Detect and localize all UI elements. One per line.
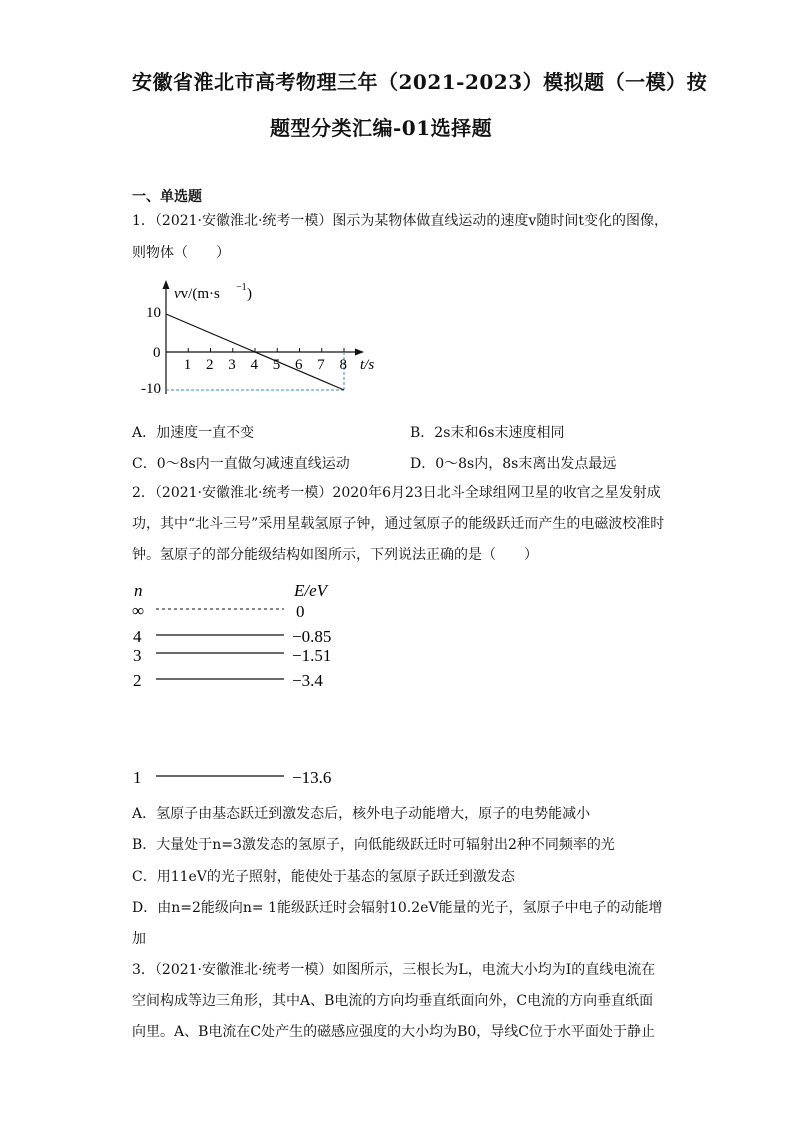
q1-stem-line1: 1．（2021·安徽淮北·统考一模）图示为某物体做直线运动的速度v随时间t变化的图像， — [132, 213, 668, 229]
x-tick-label-7: 7 — [317, 357, 325, 373]
q1-option-c: C．0～8s内一直做匀减速直线运动 — [132, 456, 350, 472]
x-tick-label-1: 1 — [183, 357, 192, 373]
x-tick-label-5: 5 — [272, 357, 281, 373]
q1-vt-graph — [138, 276, 388, 404]
x-tick-label-2: 2 — [206, 357, 214, 373]
x-tick-label-3: 3 — [228, 357, 236, 373]
q1-option-a: A．加速度一直不变 — [132, 425, 255, 441]
y-axis-label-sup: −1 — [236, 282, 247, 293]
level-n-inf: ∞ — [132, 601, 145, 620]
q2-option-a: A．氢原子由基态跃迁到激发态后，核外电子动能增大，原子的电势能减小 — [132, 806, 591, 822]
q2-energy-level-diagram — [128, 576, 358, 790]
x-axis-arrow — [355, 349, 364, 356]
y-axis-label: vv/(m·s — [174, 286, 220, 302]
q2-option-c: C．用11eV的光子照射，能使处于基态的氢原子跃迁到激发态 — [132, 869, 515, 885]
energy-label: E/eV — [294, 581, 328, 600]
y-tick-neg10: -10 — [141, 381, 161, 397]
q1-option-b: B．2s末和6s末速度相同 — [410, 425, 565, 441]
y-tick-0: 0 — [153, 345, 161, 361]
level-n-2: 2 — [133, 671, 142, 690]
x-tick-marks — [188, 348, 344, 352]
page-title-line2: 题型分类汇编-01选择题 — [270, 116, 493, 140]
q2-option-d-line1: D．由n=2能级向n= 1能级跃迁时会辐射10.2eV能量的光子，氢原子中电子的动能增 — [132, 900, 663, 916]
x-tick-label-4: 4 — [250, 357, 258, 373]
n-label: n — [134, 581, 143, 600]
level-n-3: 3 — [133, 646, 142, 665]
q1-option-d: D．0～8s内，8s末离出发点最远 — [410, 456, 617, 472]
x-tick-label-6: 6 — [295, 357, 303, 373]
level-e-2: −3.4 — [292, 671, 323, 690]
y-tick-10: 10 — [146, 305, 161, 321]
q3-stem-line3: 向里。A、B电流在C处产生的磁感应强度的大小均为B0，导线C位于水平面处于静止 — [132, 1024, 656, 1040]
q3-stem-line2: 空间构成等边三角形，其中A、B电流的方向均垂直纸面向外，C电流的方向垂直纸面 — [132, 993, 654, 1009]
level-e-4: −0.85 — [292, 627, 332, 646]
y-axis-label-close: ) — [247, 286, 252, 302]
q1-stem-line2: 则物体（ ） — [132, 245, 230, 261]
page-title-line1: 安徽省淮北市高考物理三年（2021-2023）模拟题（一模）按 — [132, 70, 708, 94]
level-e-inf: 0 — [296, 602, 305, 621]
level-e-3: −1.51 — [292, 646, 332, 665]
q3-stem-line1: 3．（2021·安徽淮北·统考一模）如图所示，三根长为L，电流大小均为I的直线电流在 — [132, 962, 656, 978]
level-n-4: 4 — [133, 627, 142, 646]
q2-option-d-line2: 加 — [132, 931, 146, 947]
q2-option-b: B．大量处于n=3激发态的氢原子，向低能级跃迁时可辐射出2种不同频率的光 — [132, 837, 615, 853]
y-axis-arrow — [163, 280, 170, 289]
x-tick-label-8: 8 — [339, 357, 347, 373]
x-tick-labels — [184, 357, 347, 373]
q2-stem-line1: 2．（2021·安徽淮北·统考一模）2020年6月23日北斗全球组网卫星的收官之星发射成 — [132, 485, 661, 501]
section-heading: 一、单选题 — [132, 189, 202, 205]
x-axis-label: t/s — [360, 357, 375, 373]
q2-stem-line2: 功，其中“北斗三号”采用星载氢原子钟，通过氢原子的能级跃迁而产生的电磁波校准时 — [132, 516, 665, 532]
level-e-1: −13.6 — [292, 768, 332, 787]
q2-stem-line3: 钟。氢原子的部分能级结构如图所示，下列说法正确的是（ ） — [132, 547, 538, 563]
level-n-1: 1 — [133, 768, 142, 787]
